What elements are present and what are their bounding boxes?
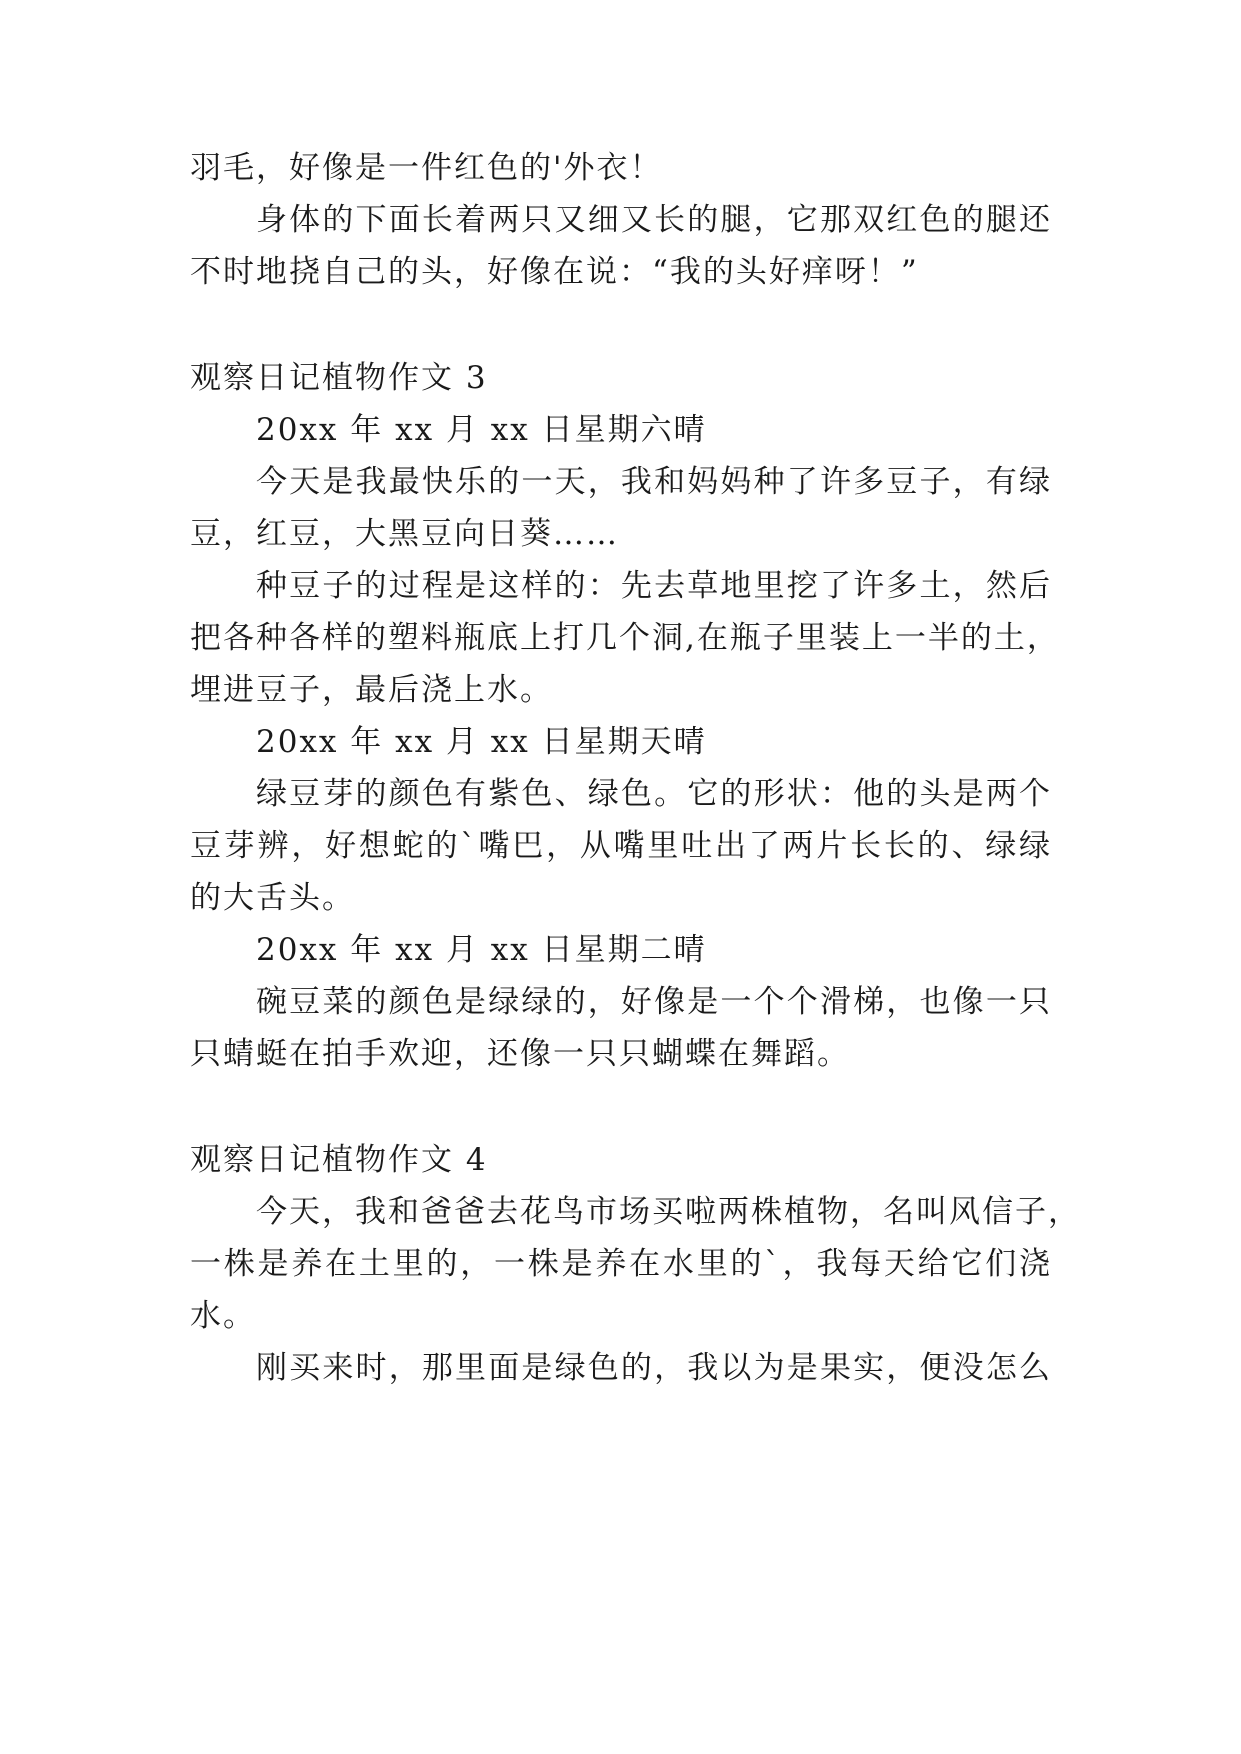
diary-date: 20xx 年 xx 月 xx 日星期二晴	[256, 932, 707, 968]
paragraph-line: 今天，我和爸爸去花鸟市场买啦两株植物，名叫风信子，	[256, 1194, 1081, 1230]
paragraph-line: 羽毛，好像是一件红色的'外衣！	[190, 150, 663, 186]
paragraph-line: 碗豆菜的颜色是绿绿的，好像是一个个滑梯，也像一只	[256, 984, 1052, 1020]
paragraph-line: 的大舌头。	[190, 880, 355, 916]
diary-date: 20xx 年 xx 月 xx 日星期六晴	[256, 412, 707, 448]
paragraph-line: 绿豆芽的颜色有紫色、绿色。它的形状：他的头是两个	[256, 776, 1052, 812]
paragraph-line: 一株是养在土里的，一株是养在水里的`，我每天给它们浇	[190, 1246, 1052, 1282]
paragraph-line: 水。	[190, 1298, 256, 1334]
section-heading: 观察日记植物作文 4	[190, 1142, 488, 1178]
paragraph-line: 今天是我最快乐的一天，我和妈妈种了许多豆子，有绿	[256, 464, 1052, 500]
paragraph-line: 埋进豆子，最后浇上水。	[190, 672, 553, 708]
paragraph-line: 种豆子的过程是这样的：先去草地里挖了许多土，然后	[256, 568, 1052, 604]
paragraph-line: 把各种各样的塑料瓶底上打几个洞,在瓶子里装上一半的土，	[190, 620, 1060, 656]
paragraph-line: 豆，红豆，大黑豆向日葵……	[190, 516, 619, 552]
section-heading: 观察日记植物作文 3	[190, 360, 488, 396]
paragraph-line: 不时地挠自己的头，好像在说：“我的头好痒呀！”	[190, 254, 919, 290]
diary-date: 20xx 年 xx 月 xx 日星期天晴	[256, 724, 707, 760]
paragraph-line: 豆芽辨，好想蛇的`嘴巴，从嘴里吐出了两片长长的、绿绿	[190, 828, 1052, 864]
paragraph-line: 只蜻蜓在拍手欢迎，还像一只只蝴蝶在舞蹈。	[190, 1036, 850, 1072]
paragraph-line: 身体的下面长着两只又细又长的腿，它那双红色的腿还	[256, 202, 1052, 238]
paragraph-line: 刚买来时，那里面是绿色的，我以为是果实，便没怎么	[256, 1350, 1052, 1386]
